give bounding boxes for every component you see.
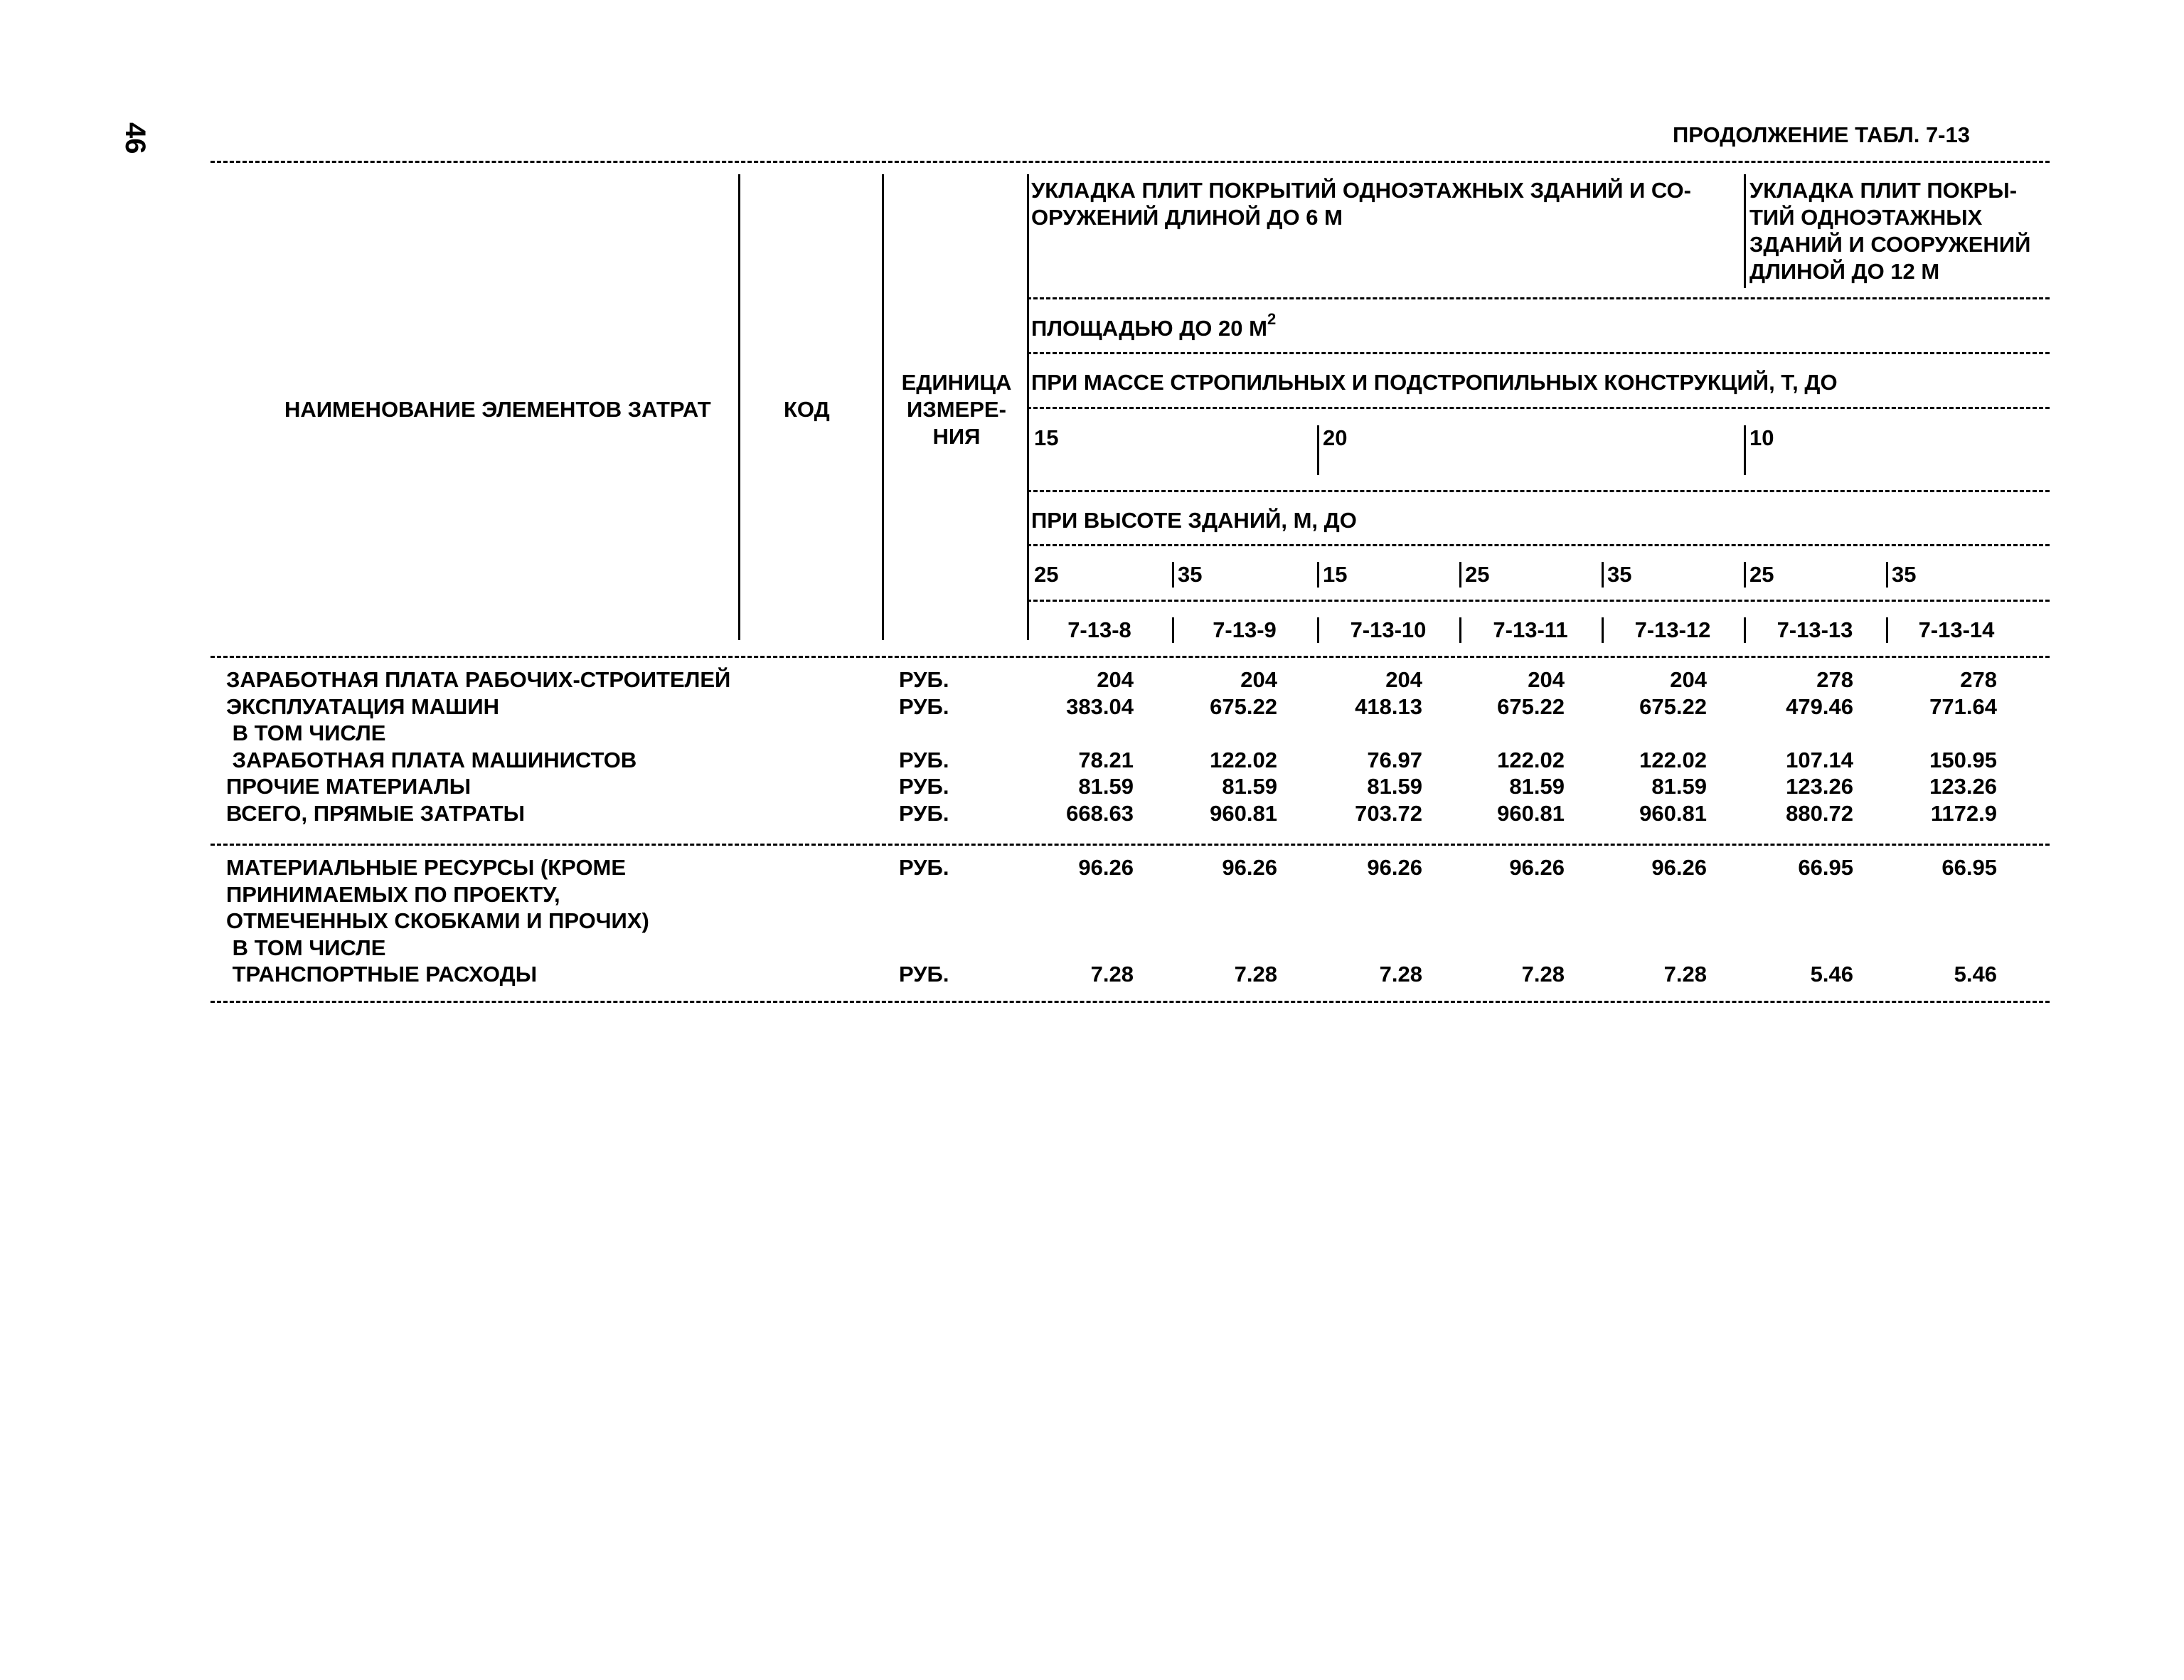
row-name: ТРАНСПОРТНЫЕ РАСХОДЫ (226, 962, 538, 987)
column-code: 7-13-10 (1350, 617, 1427, 642)
row-value: 96.26 (1222, 855, 1277, 880)
row-name: ЗАРАБОТНАЯ ПЛАТА РАБОЧИХ-СТРОИТЕЛЕЙ (226, 667, 731, 692)
row-name: ПРИНИМАЕМЫХ ПО ПРОЕКТУ, (226, 882, 560, 907)
vbar-c2 (1172, 617, 1174, 643)
row-value: 66.95 (1941, 855, 1997, 880)
row-value: 81.59 (1078, 774, 1134, 799)
column-code: 7-13-14 (1918, 617, 1995, 642)
row-value: 123.26 (1929, 774, 1997, 799)
row-value: 204 (1670, 667, 1707, 692)
row-value: 122.02 (1210, 748, 1277, 772)
vbar-c4 (1459, 617, 1461, 643)
row-value: 81.59 (1509, 774, 1565, 799)
row-value: 96.26 (1509, 855, 1565, 880)
row-value: 204 (1528, 667, 1565, 692)
vbar-mass-20 (1317, 425, 1319, 475)
row-name: В ТОМ ЧИСЛЕ (226, 935, 386, 960)
row-name: ОТМЕЧЕННЫХ СКОБКАМИ И ПРОЧИХ) (226, 908, 649, 933)
row-unit: РУБ. (899, 801, 949, 826)
row-value: 204 (1097, 667, 1134, 692)
row-value: 204 (1240, 667, 1277, 692)
row-value: 204 (1385, 667, 1422, 692)
row-value: 960.81 (1639, 801, 1707, 826)
column-code: 7-13-9 (1213, 617, 1277, 642)
column-code: 7-13-11 (1493, 617, 1568, 642)
rule-area (1027, 352, 2050, 354)
rule-top (211, 161, 2050, 163)
row-value: 7.28 (1234, 962, 1277, 987)
row-value: 81.59 (1651, 774, 1707, 799)
row-unit: РУБ. (899, 748, 949, 772)
row-value: 66.95 (1798, 855, 1853, 880)
row-value: 122.02 (1497, 748, 1565, 772)
row-value: 278 (1816, 667, 1853, 692)
row-value: 278 (1960, 667, 1997, 692)
row-value: 880.72 (1786, 801, 1853, 826)
row-value: 675.22 (1639, 694, 1707, 719)
vbar-c7 (1886, 617, 1888, 643)
vbar-unit (1027, 174, 1029, 640)
head-area: ПЛОЩАДЬЮ ДО 20 $М^2$ (1031, 310, 1277, 341)
row-value: 668.63 (1066, 801, 1134, 826)
column-code: 7-13-12 (1634, 617, 1711, 642)
row-name: ЗАРАБОТНАЯ ПЛАТА МАШИНИСТОВ (226, 748, 637, 772)
row-value: 7.28 (1663, 962, 1707, 987)
row-value: 107.14 (1786, 748, 1853, 772)
height-value: 25 (1749, 562, 1774, 587)
rule-head-bottom (211, 656, 2050, 658)
row-unit: РУБ. (899, 855, 949, 880)
row-value: 1172.9 (1930, 801, 1997, 826)
row-value: 5.46 (1810, 962, 1853, 987)
height-value: 15 (1323, 562, 1348, 587)
head-name: НАИМЕНОВАНИЕ ЭЛЕМЕНТОВ ЗАТРАТ (284, 397, 711, 422)
row-name: МАТЕРИАЛЬНЫЕ РЕСУРСЫ (КРОМЕ (226, 855, 627, 880)
row-name: ЭКСПЛУАТАЦИЯ МАШИН (226, 694, 500, 719)
vbar-h5 (1602, 562, 1604, 588)
vbar-c6 (1744, 617, 1746, 643)
column-code: 7-13-13 (1777, 617, 1853, 642)
row-unit: РУБ. (899, 667, 949, 692)
row-value: 96.26 (1651, 855, 1707, 880)
vbar-group2 (1744, 174, 1746, 288)
height-value: 35 (1607, 562, 1632, 587)
row-value: 150.95 (1929, 748, 1997, 772)
vbar-mass-10 (1744, 425, 1746, 475)
head-height: ПРИ ВЫСОТЕ ЗДАНИЙ, М, ДО (1031, 508, 1357, 533)
vbar-h7 (1886, 562, 1888, 588)
mass-value-2: 20 (1323, 425, 1348, 450)
row-name: В ТОМ ЧИСЛЕ (226, 721, 386, 745)
row-unit: РУБ. (899, 962, 949, 987)
column-code: 7-13-8 (1067, 617, 1131, 642)
row-value: 96.26 (1078, 855, 1134, 880)
row-value: 7.28 (1090, 962, 1134, 987)
vbar-h6 (1744, 562, 1746, 588)
vbar-c5 (1602, 617, 1604, 643)
height-value: 35 (1178, 562, 1203, 587)
row-unit: РУБ. (899, 774, 949, 799)
continuation-title: ПРОДОЛЖЕНИЕ ТАБЛ. 7-13 (1673, 122, 1970, 147)
vbar-name (738, 174, 740, 640)
vbar-h2 (1172, 562, 1174, 588)
rule-group (1027, 297, 2050, 299)
row-value: 78.21 (1078, 748, 1134, 772)
head-mass: ПРИ МАССЕ СТРОПИЛЬНЫХ И ПОДСТРОПИЛЬНЫХ КОНСТРУКЦИЙ, Т, ДО (1031, 370, 1838, 395)
row-value: 76.97 (1367, 748, 1422, 772)
rule-height (1027, 544, 2050, 546)
rule-massvals (1027, 490, 2050, 492)
head-code: КОД (784, 397, 830, 422)
vbar-h4 (1459, 562, 1461, 588)
row-value: 5.46 (1954, 962, 1997, 987)
row-value: 418.13 (1355, 694, 1422, 719)
row-value: 7.28 (1521, 962, 1565, 987)
page-number: 46 (119, 122, 151, 154)
mass-value-3: 10 (1749, 425, 1774, 450)
row-value: 81.59 (1222, 774, 1277, 799)
height-value: 25 (1034, 562, 1059, 587)
row-value: 81.59 (1367, 774, 1422, 799)
row-unit: РУБ. (899, 694, 949, 719)
row-value: 7.28 (1379, 962, 1422, 987)
row-value: 675.22 (1497, 694, 1565, 719)
row-value: 122.02 (1639, 748, 1707, 772)
row-value: 960.81 (1497, 801, 1565, 826)
height-value: 35 (1892, 562, 1917, 587)
row-value: 123.26 (1786, 774, 1853, 799)
row-name: ПРОЧИЕ МАТЕРИАЛЫ (226, 774, 472, 799)
height-value: 25 (1465, 562, 1490, 587)
rule-heightvals (1027, 600, 2050, 602)
vbar-h3 (1317, 562, 1319, 588)
row-value: 771.64 (1929, 694, 1997, 719)
row-value: 479.46 (1786, 694, 1853, 719)
row-value: 960.81 (1210, 801, 1277, 826)
rule-section (211, 844, 2050, 846)
rule-bottom (211, 1001, 2050, 1003)
rule-mass (1027, 407, 2050, 409)
row-value: 703.72 (1355, 801, 1422, 826)
row-value: 96.26 (1367, 855, 1422, 880)
mass-value-1: 15 (1034, 425, 1059, 450)
row-name: ВСЕГО, ПРЯМЫЕ ЗАТРАТЫ (226, 801, 525, 826)
vbar-code (882, 174, 884, 640)
row-value: 675.22 (1210, 694, 1277, 719)
row-value: 383.04 (1066, 694, 1134, 719)
vbar-c3 (1317, 617, 1319, 643)
